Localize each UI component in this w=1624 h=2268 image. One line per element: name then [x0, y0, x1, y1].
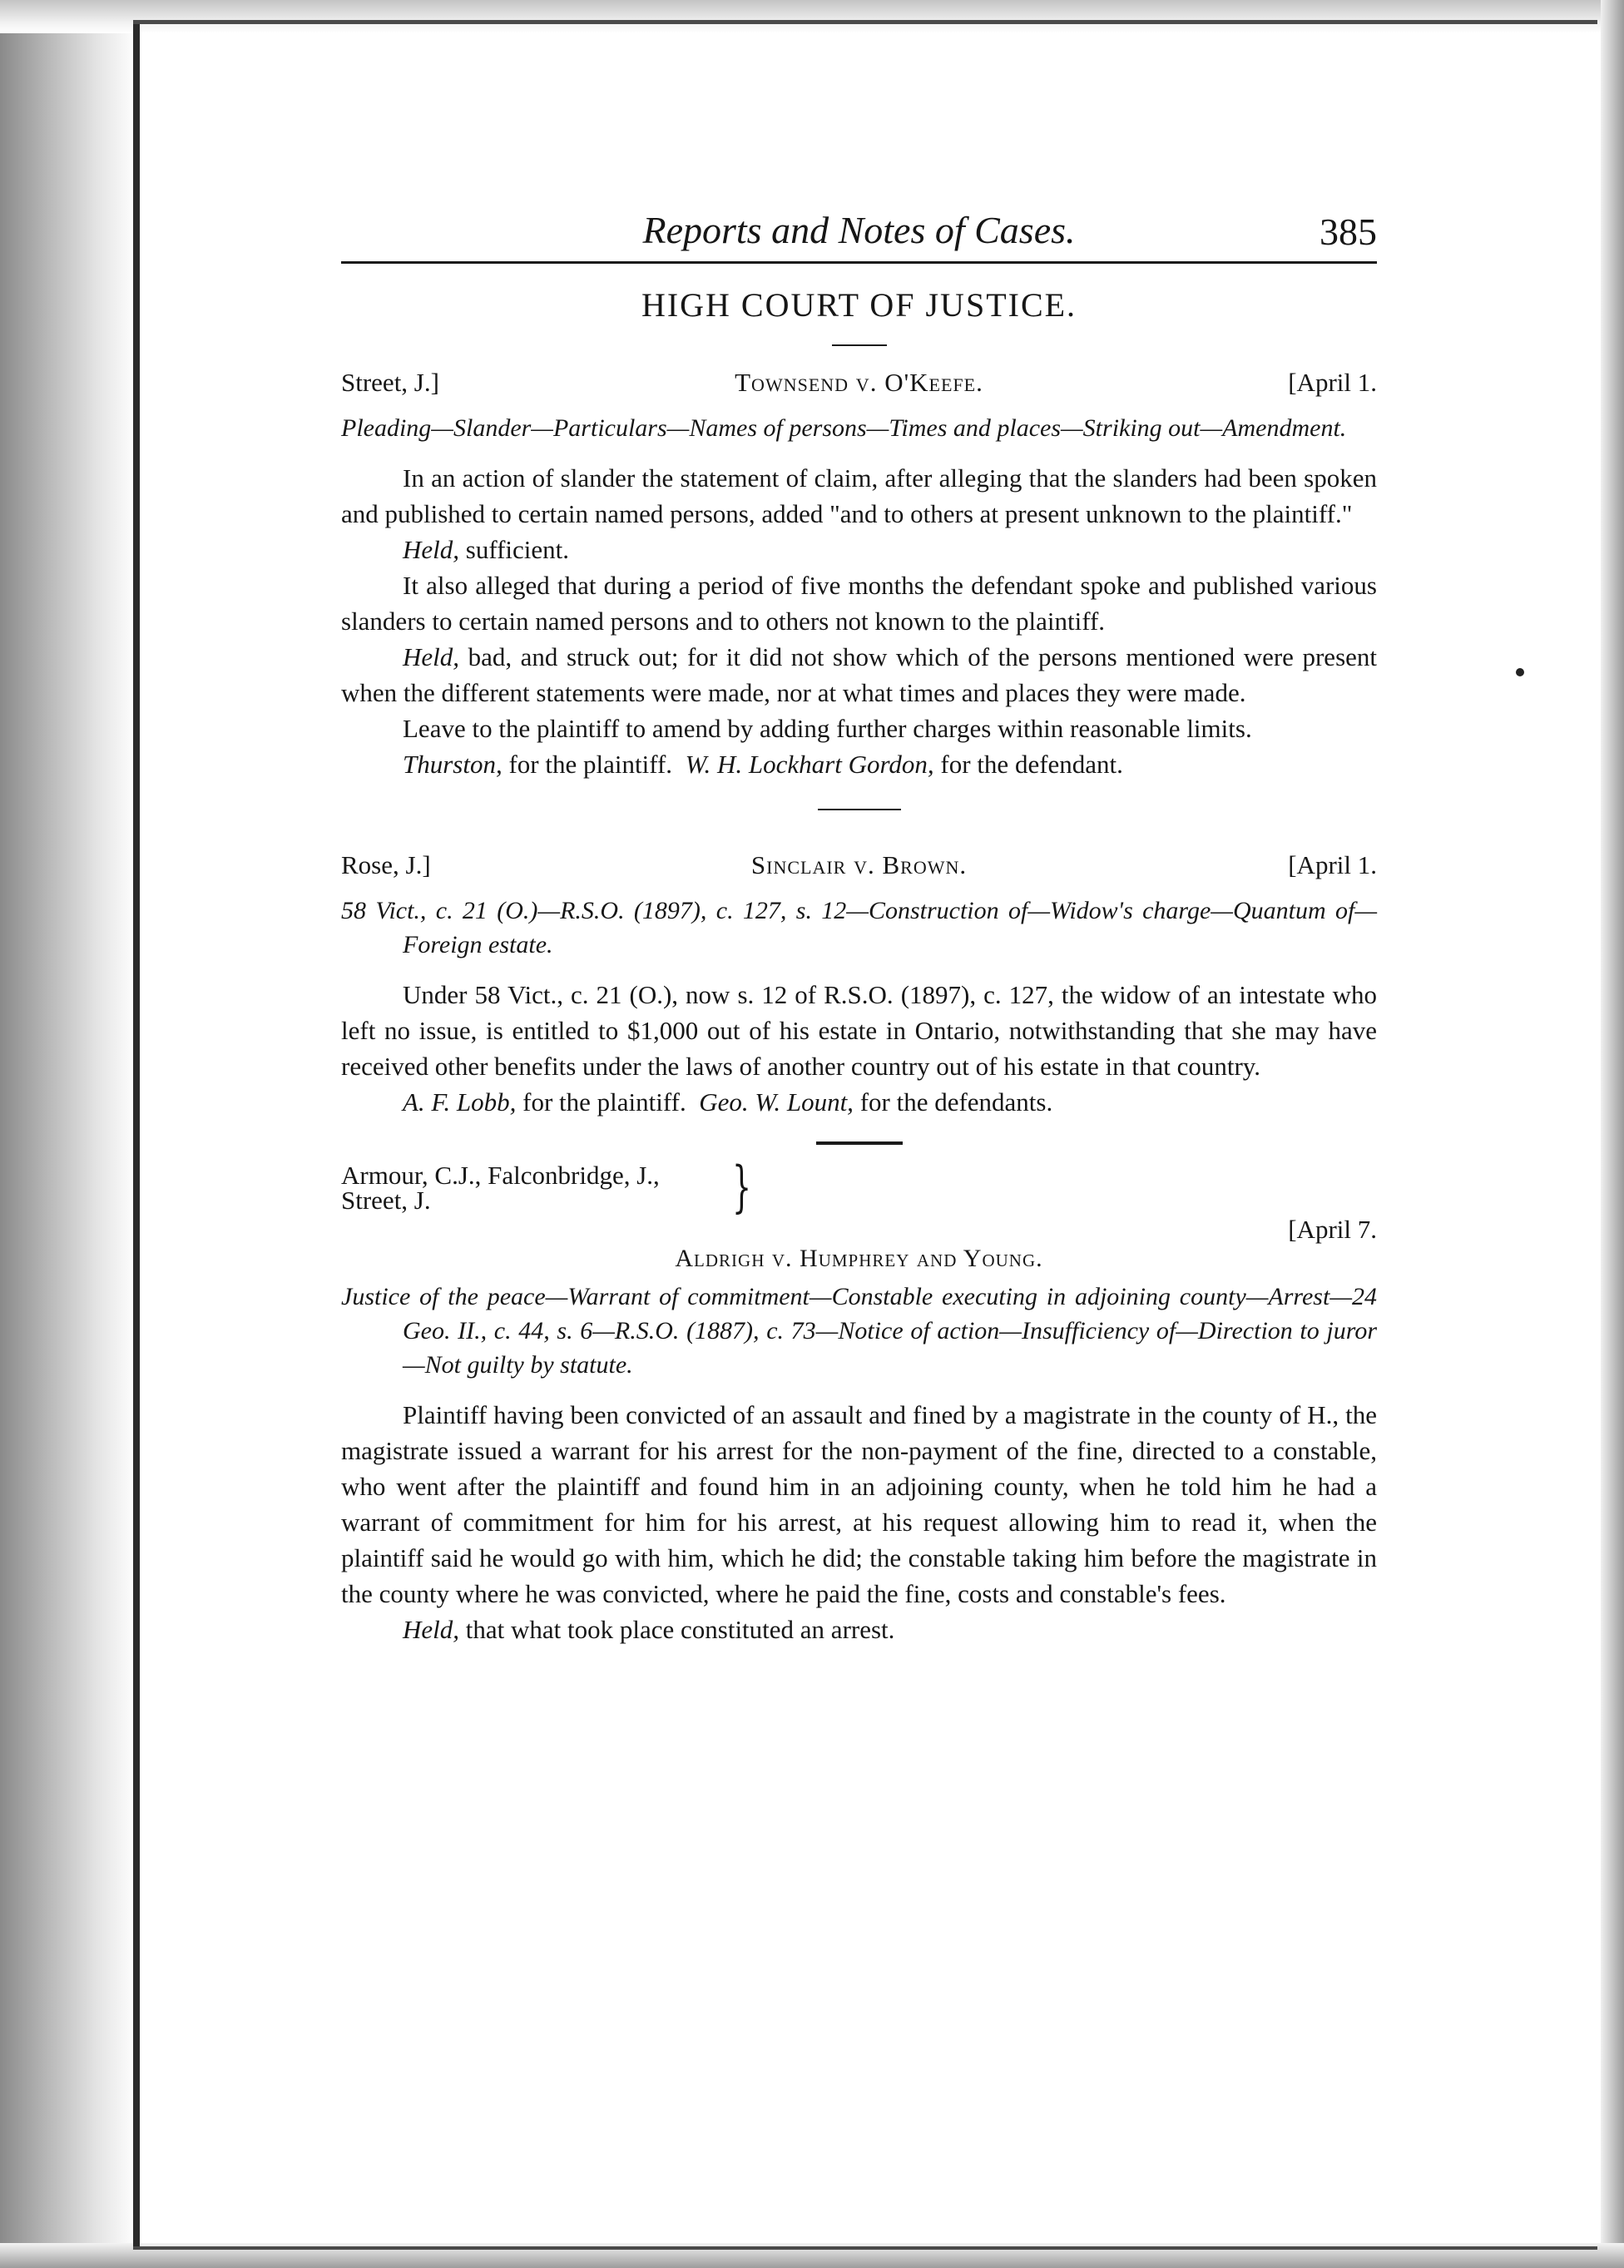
paragraph: In an action of slander the statement of claim, after alleging that the slanders had been spoken and published to certain named persons, added "and to others at present unknown to the plaintiff." — [341, 463, 1377, 528]
case-date: [April 7. — [1288, 1215, 1377, 1244]
held-text: bad, and struck out; for it did not show which of the persons mentioned were present when the different statements were made, nor at what times and places they were made. — [341, 642, 1377, 707]
scan-shadow-top — [0, 0, 1624, 33]
brace-glyph: } — [732, 1155, 752, 1219]
judge: Street, J.] — [341, 368, 439, 397]
held-label: Held, — [403, 1615, 460, 1644]
page-edge-line — [133, 20, 140, 2250]
held-label: Held, — [403, 535, 460, 564]
page-edge-top — [133, 20, 1597, 24]
page-number: 385 — [1320, 210, 1377, 253]
held-text: that what took place constituted an arrest. — [465, 1615, 895, 1644]
headnote: 58 Vict., c. 21 (O.)—R.S.O. (1897), c. 127, s. 12—Construction of—Widow's charge—Quantum of—Foreign estate. — [341, 897, 1377, 958]
paragraph: Leave to the plaintiff to amend by adding further charges within reasonable limits. — [403, 714, 1252, 743]
held-label: Held, — [403, 642, 460, 671]
paragraph-held — [341, 532, 1377, 567]
scan-shadow-right — [1601, 0, 1624, 2268]
counsel-plaintiff: A. F. Lobb, — [403, 1087, 517, 1117]
paragraph-held — [341, 1612, 1377, 1647]
counsel-plaintiff-role: for the plaintiff. — [508, 750, 673, 779]
counsel-defendant-role: for the defendants. — [859, 1087, 1053, 1117]
case-name: Townsend v. O'Keefe. — [735, 368, 983, 397]
case-separator-rule — [818, 809, 901, 810]
case-date: [April 1. — [1288, 850, 1377, 879]
judges-line: Street, J. — [341, 1186, 431, 1215]
counsel-plaintiff: Thurston, — [403, 750, 503, 779]
ink-speck — [1516, 668, 1524, 676]
section-rule — [832, 344, 887, 346]
counsel-plaintiff-role: for the plaintiff. — [522, 1087, 686, 1117]
counsel-defendant-role: for the defendant. — [940, 750, 1123, 779]
counsel-defendant: W. H. Lockhart Gordon, — [685, 750, 934, 779]
paragraph: It also alleged that during a period of five months the defendant spoke and published various slanders to certain named persons and to others not known to the plaintiff. — [341, 571, 1377, 636]
page-content — [341, 208, 1377, 1647]
running-title: Reports and Notes of Cases. — [642, 209, 1076, 251]
paragraph-held — [341, 639, 1377, 711]
held-text: sufficient. — [465, 535, 570, 564]
case-date: [April 1. — [1288, 368, 1377, 397]
paragraph: Under 58 Vict., c. 21 (O.), now s. 12 of R.S.O. (1897), c. 127, the widow of an intestate who left no issue, is entitled to $1,000 out of his estate in Ontario, notwithstanding that she may have received other benefits under the laws of another country out of his estate in that country. — [341, 980, 1377, 1081]
judge: Rose, J.] — [341, 850, 431, 879]
judges-line: Armour, C.J., Falconbridge, J., — [341, 1161, 660, 1190]
case-header-aldrigh — [341, 1155, 1377, 1244]
scan-shadow-left — [0, 0, 137, 2268]
court-heading: HIGH COURT OF JUSTICE. — [641, 286, 1077, 324]
paragraph: Plaintiff having been convicted of an assault and fined by a magistrate in the county of H., the magistrate issued a warrant for his arrest for the non-payment of the fine, directed to a constable, who went after the plaintiff and found him in an adjoining county, when he told him he had a warrant of commitment for him for his arrest, at his request allowing him to read it, when the plaintiff said he would go with him, which he did; the constable taking him before the magistrate in the county where he was convicted, where he paid the fine, costs and constable's fees. — [341, 1400, 1377, 1608]
page-edge-bottom — [133, 2246, 1597, 2250]
case-name: Sinclair v. Brown. — [750, 850, 968, 879]
counsel-line — [341, 1084, 1377, 1120]
headnote: Pleading—Slander—Particulars—Names of persons—Times and places—Striking out—Amendment. — [341, 414, 1347, 442]
counsel-defendant: Geo. W. Lount, — [699, 1087, 854, 1117]
counsel-line — [341, 746, 1377, 782]
case-separator-rule — [816, 1141, 903, 1145]
judges-list — [341, 1163, 660, 1213]
case-header-townsend — [341, 368, 1377, 404]
case-header-sinclair — [341, 850, 1377, 887]
case-name: Aldrigh v. Humphrey and Young. — [675, 1245, 1043, 1272]
headnote: Justice of the peace—Warrant of commitment—Constable executing in adjoining county—Arrest—24 Geo. II., c. 44, s. 6—R.S.O. (1887), c. 73—Notice of action—Insufficiency of—Direction to juror—Not guilty by statute. — [341, 1283, 1377, 1379]
running-head — [341, 208, 1377, 264]
